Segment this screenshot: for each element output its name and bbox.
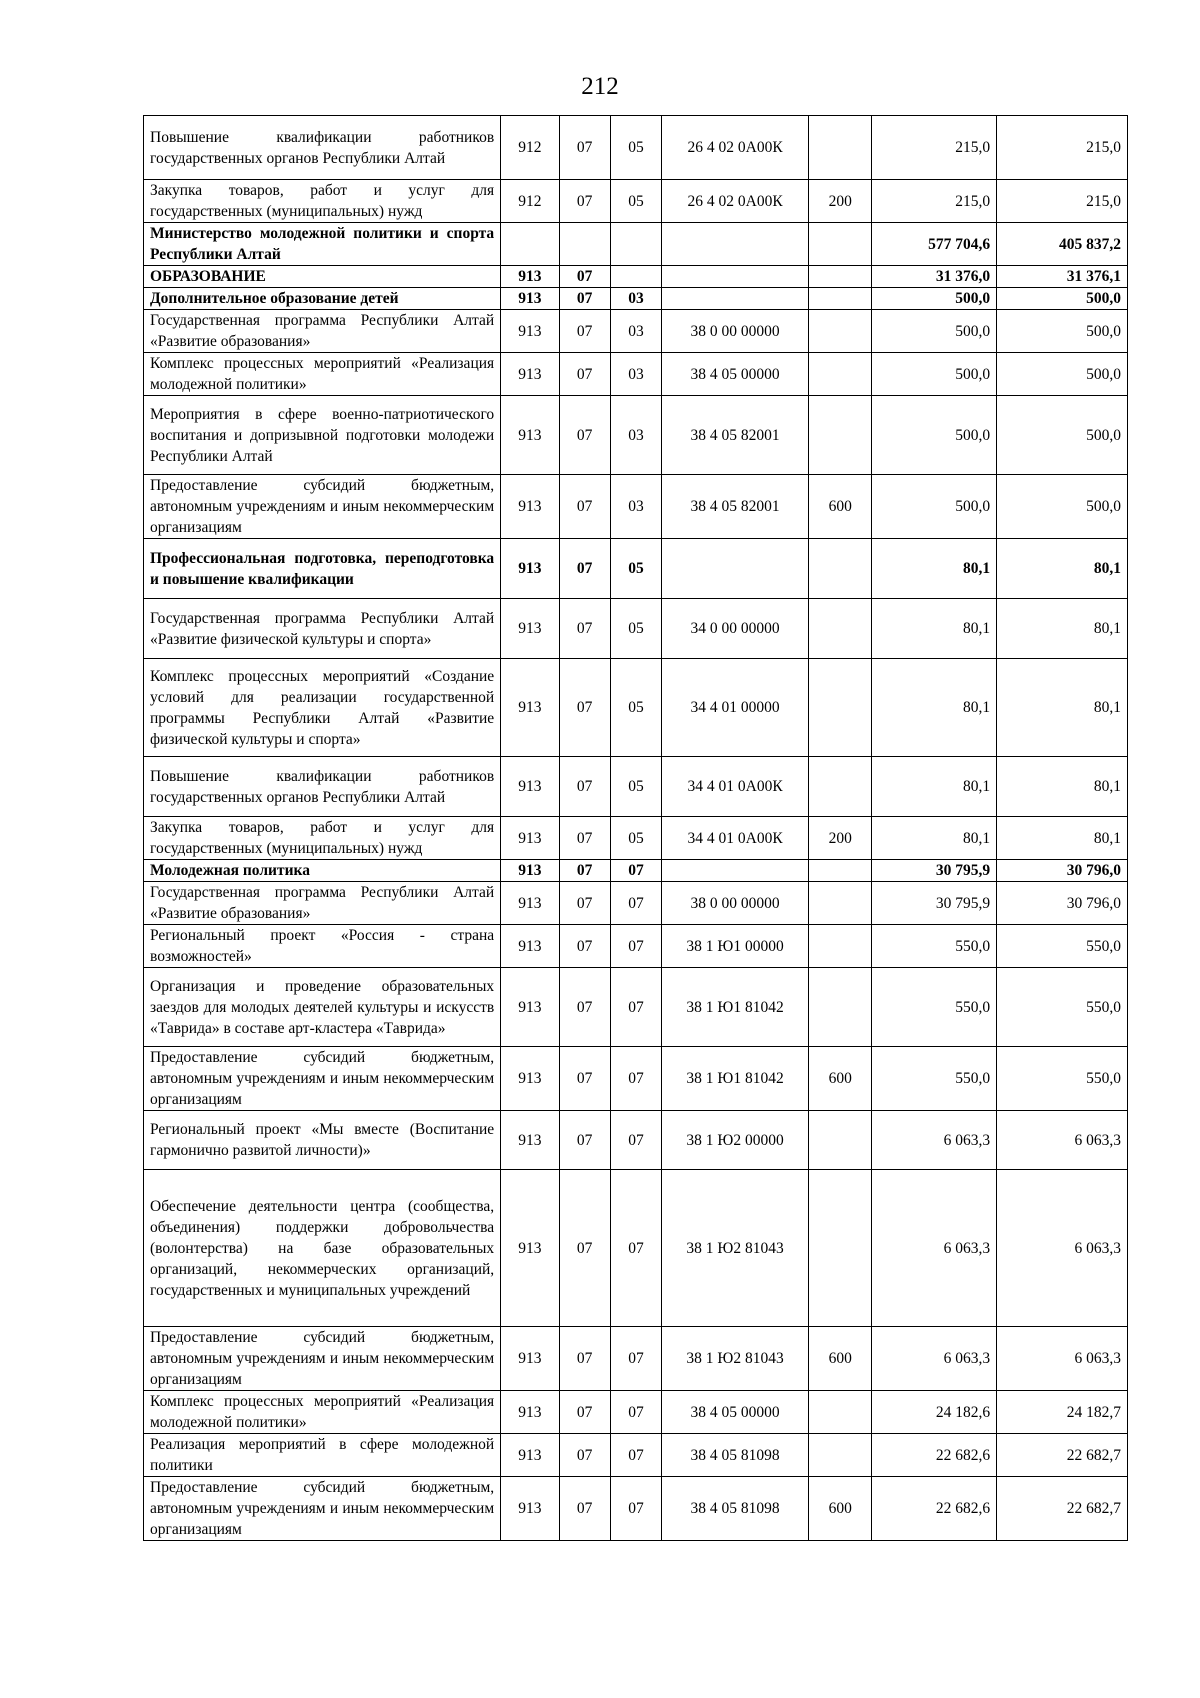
- table-row: [144, 882, 1128, 925]
- row-target-article: [662, 860, 809, 882]
- row-section-code: 07: [559, 475, 610, 539]
- row-section-code: 07: [559, 1434, 610, 1477]
- row-amount-year-2: 31 376,1: [997, 266, 1128, 288]
- row-target-article: 34 4 01 0А00К: [662, 817, 809, 860]
- row-name: Молодежная политика: [144, 860, 501, 882]
- table-row: [144, 1391, 1128, 1434]
- budget-table-body: [144, 116, 1128, 1541]
- row-subsection-code: 07: [610, 1391, 661, 1434]
- row-amount-year-1: 22 682,6: [872, 1434, 997, 1477]
- row-amount-year-1: 577 704,6: [872, 223, 997, 266]
- row-amount-year-2: 24 182,7: [997, 1391, 1128, 1434]
- row-amount-year-2: 6 063,3: [997, 1327, 1128, 1391]
- row-name: Закупка товаров, работ и услуг для государственных (муниципальных) нужд: [144, 180, 501, 223]
- table-row: [144, 396, 1128, 475]
- row-subsection-code: 05: [610, 116, 661, 180]
- row-subsection-code: 07: [610, 882, 661, 925]
- table-row: [144, 1434, 1128, 1477]
- row-amount-year-2: 215,0: [997, 180, 1128, 223]
- row-ministry-code: 912: [501, 116, 559, 180]
- row-expense-type: 600: [809, 1047, 872, 1111]
- row-name: Комплекс процессных мероприятий «Создание условий для реализации государственной программы Республики Алтай «Развитие физической культуры и спорта»: [144, 659, 501, 757]
- row-ministry-code: 913: [501, 925, 559, 968]
- row-ministry-code: 913: [501, 1327, 559, 1391]
- row-amount-year-1: 500,0: [872, 310, 997, 353]
- row-ministry-code: 913: [501, 882, 559, 925]
- table-row: [144, 757, 1128, 817]
- row-amount-year-1: 500,0: [872, 288, 997, 310]
- row-target-article: 38 1 Ю2 81043: [662, 1170, 809, 1327]
- row-ministry-code: [501, 223, 559, 266]
- row-ministry-code: 912: [501, 180, 559, 223]
- row-target-article: 38 1 Ю2 81043: [662, 1327, 809, 1391]
- row-name: Предоставление субсидий бюджетным, автономным учреждениям и иным некоммерческим организациям: [144, 475, 501, 539]
- row-amount-year-2: 80,1: [997, 599, 1128, 659]
- table-row: [144, 539, 1128, 599]
- row-ministry-code: 913: [501, 475, 559, 539]
- row-subsection-code: 07: [610, 1477, 661, 1541]
- row-amount-year-1: 215,0: [872, 180, 997, 223]
- row-amount-year-1: 6 063,3: [872, 1170, 997, 1327]
- row-subsection-code: 03: [610, 475, 661, 539]
- row-amount-year-1: 24 182,6: [872, 1391, 997, 1434]
- row-expense-type: 600: [809, 1327, 872, 1391]
- row-name: Государственная программа Республики Алтай «Развитие физической культуры и спорта»: [144, 599, 501, 659]
- table-row: [144, 266, 1128, 288]
- row-target-article: 38 0 00 00000: [662, 310, 809, 353]
- row-ministry-code: 913: [501, 1170, 559, 1327]
- row-subsection-code: 05: [610, 599, 661, 659]
- row-name: Комплекс процессных мероприятий «Реализация молодежной политики»: [144, 353, 501, 396]
- row-section-code: 07: [559, 1391, 610, 1434]
- row-name: Государственная программа Республики Алтай «Развитие образования»: [144, 310, 501, 353]
- row-ministry-code: 913: [501, 659, 559, 757]
- row-ministry-code: 913: [501, 288, 559, 310]
- row-ministry-code: 913: [501, 1434, 559, 1477]
- table-row: [144, 925, 1128, 968]
- table-row: [144, 288, 1128, 310]
- row-amount-year-2: 80,1: [997, 539, 1128, 599]
- row-expense-type: [809, 539, 872, 599]
- row-target-article: [662, 223, 809, 266]
- table-row: [144, 817, 1128, 860]
- row-section-code: 07: [559, 116, 610, 180]
- row-expense-type: [809, 659, 872, 757]
- row-expense-type: [809, 353, 872, 396]
- row-name: Профессиональная подготовка, переподготовка и повышение квалификации: [144, 539, 501, 599]
- row-ministry-code: 913: [501, 1111, 559, 1170]
- row-subsection-code: 07: [610, 1434, 661, 1477]
- row-section-code: 07: [559, 860, 610, 882]
- row-section-code: 07: [559, 817, 610, 860]
- row-amount-year-2: 405 837,2: [997, 223, 1128, 266]
- row-section-code: 07: [559, 757, 610, 817]
- row-expense-type: [809, 860, 872, 882]
- row-subsection-code: 07: [610, 925, 661, 968]
- row-amount-year-2: 30 796,0: [997, 860, 1128, 882]
- row-target-article: 26 4 02 0А00К: [662, 180, 809, 223]
- row-expense-type: [809, 266, 872, 288]
- row-amount-year-2: 500,0: [997, 310, 1128, 353]
- row-subsection-code: 03: [610, 396, 661, 475]
- row-ministry-code: 913: [501, 860, 559, 882]
- row-amount-year-1: 550,0: [872, 925, 997, 968]
- row-section-code: [559, 223, 610, 266]
- table-row: [144, 223, 1128, 266]
- row-amount-year-1: 30 795,9: [872, 860, 997, 882]
- row-target-article: 38 1 Ю1 81042: [662, 968, 809, 1047]
- row-amount-year-1: 550,0: [872, 968, 997, 1047]
- row-section-code: 07: [559, 266, 610, 288]
- row-ministry-code: 913: [501, 1477, 559, 1541]
- row-subsection-code: 07: [610, 968, 661, 1047]
- row-amount-year-1: 500,0: [872, 475, 997, 539]
- table-row: [144, 1111, 1128, 1170]
- table-row: [144, 1170, 1128, 1327]
- row-subsection-code: 07: [610, 860, 661, 882]
- row-expense-type: 600: [809, 475, 872, 539]
- row-section-code: 07: [559, 1477, 610, 1541]
- row-subsection-code: 07: [610, 1170, 661, 1327]
- row-amount-year-1: 6 063,3: [872, 1327, 997, 1391]
- row-amount-year-1: 500,0: [872, 396, 997, 475]
- table-row: [144, 310, 1128, 353]
- row-expense-type: [809, 968, 872, 1047]
- row-name: Мероприятия в сфере военно-патриотического воспитания и допризывной подготовки молодежи Республики Алтай: [144, 396, 501, 475]
- row-ministry-code: 913: [501, 1391, 559, 1434]
- row-subsection-code: 05: [610, 539, 661, 599]
- row-amount-year-1: 550,0: [872, 1047, 997, 1111]
- row-amount-year-2: 80,1: [997, 817, 1128, 860]
- row-amount-year-2: 80,1: [997, 659, 1128, 757]
- row-name: Обеспечение деятельности центра (сообщества, объединения) поддержки добровольчества (волонтерства) на базе образовательных организаций, некоммерческих организаций, государственных и муниципальных учреждений: [144, 1170, 501, 1327]
- table-row: [144, 659, 1128, 757]
- row-target-article: 38 4 05 81098: [662, 1434, 809, 1477]
- row-subsection-code: 07: [610, 1327, 661, 1391]
- table-row: [144, 116, 1128, 180]
- row-expense-type: 600: [809, 1477, 872, 1541]
- row-amount-year-2: 22 682,7: [997, 1434, 1128, 1477]
- row-target-article: 34 4 01 0А00К: [662, 757, 809, 817]
- row-ministry-code: 913: [501, 266, 559, 288]
- row-name: Региональный проект «Россия - страна возможностей»: [144, 925, 501, 968]
- row-amount-year-1: 31 376,0: [872, 266, 997, 288]
- row-section-code: 07: [559, 882, 610, 925]
- row-ministry-code: 913: [501, 599, 559, 659]
- row-amount-year-1: 80,1: [872, 817, 997, 860]
- row-name: Закупка товаров, работ и услуг для государственных (муниципальных) нужд: [144, 817, 501, 860]
- row-subsection-code: 03: [610, 353, 661, 396]
- row-expense-type: [809, 288, 872, 310]
- row-amount-year-1: 22 682,6: [872, 1477, 997, 1541]
- table-row: [144, 180, 1128, 223]
- row-target-article: 38 4 05 00000: [662, 353, 809, 396]
- row-expense-type: [809, 116, 872, 180]
- row-amount-year-2: 500,0: [997, 396, 1128, 475]
- row-expense-type: [809, 599, 872, 659]
- page-number: 212: [581, 73, 619, 100]
- row-expense-type: [809, 223, 872, 266]
- row-expense-type: [809, 1391, 872, 1434]
- row-section-code: 07: [559, 1327, 610, 1391]
- row-expense-type: 200: [809, 817, 872, 860]
- budget-table: [143, 115, 1128, 1541]
- row-amount-year-1: 80,1: [872, 659, 997, 757]
- row-target-article: 34 0 00 00000: [662, 599, 809, 659]
- row-expense-type: [809, 757, 872, 817]
- row-expense-type: [809, 1111, 872, 1170]
- row-amount-year-1: 80,1: [872, 757, 997, 817]
- row-expense-type: [809, 1170, 872, 1327]
- table-row: [144, 1327, 1128, 1391]
- row-subsection-code: 05: [610, 180, 661, 223]
- row-name: Предоставление субсидий бюджетным, автономным учреждениям и иным некоммерческим организациям: [144, 1327, 501, 1391]
- row-section-code: 07: [559, 925, 610, 968]
- row-subsection-code: 05: [610, 659, 661, 757]
- row-expense-type: 200: [809, 180, 872, 223]
- row-amount-year-1: 6 063,3: [872, 1111, 997, 1170]
- row-expense-type: [809, 882, 872, 925]
- row-subsection-code: [610, 266, 661, 288]
- row-expense-type: [809, 925, 872, 968]
- row-section-code: 07: [559, 599, 610, 659]
- table-row: [144, 475, 1128, 539]
- row-subsection-code: 07: [610, 1047, 661, 1111]
- row-section-code: 07: [559, 1170, 610, 1327]
- row-ministry-code: 913: [501, 757, 559, 817]
- row-amount-year-2: 550,0: [997, 925, 1128, 968]
- row-subsection-code: 05: [610, 817, 661, 860]
- row-target-article: 38 4 05 00000: [662, 1391, 809, 1434]
- row-amount-year-2: 550,0: [997, 1047, 1128, 1111]
- table-row: [144, 968, 1128, 1047]
- row-name: Повышение квалификации работников государственных органов Республики Алтай: [144, 757, 501, 817]
- row-amount-year-1: 215,0: [872, 116, 997, 180]
- row-name: Организация и проведение образовательных заездов для молодых деятелей культуры и искусств «Таврида» в составе арт-кластера «Таврида»: [144, 968, 501, 1047]
- row-name: Предоставление субсидий бюджетным, автономным учреждениям и иным некоммерческим организациям: [144, 1477, 501, 1541]
- table-row: [144, 860, 1128, 882]
- row-target-article: 38 4 05 82001: [662, 475, 809, 539]
- table-row: [144, 1047, 1128, 1111]
- row-section-code: 07: [559, 1047, 610, 1111]
- row-subsection-code: 03: [610, 310, 661, 353]
- row-ministry-code: 913: [501, 817, 559, 860]
- row-expense-type: [809, 1434, 872, 1477]
- row-target-article: [662, 539, 809, 599]
- row-section-code: 07: [559, 539, 610, 599]
- row-target-article: [662, 288, 809, 310]
- row-amount-year-2: 550,0: [997, 968, 1128, 1047]
- row-amount-year-1: 500,0: [872, 353, 997, 396]
- table-row: [144, 353, 1128, 396]
- row-expense-type: [809, 396, 872, 475]
- row-ministry-code: 913: [501, 1047, 559, 1111]
- row-section-code: 07: [559, 353, 610, 396]
- row-ministry-code: 913: [501, 396, 559, 475]
- row-amount-year-2: 6 063,3: [997, 1170, 1128, 1327]
- row-name: Реализация мероприятий в сфере молодежной политики: [144, 1434, 501, 1477]
- row-section-code: 07: [559, 310, 610, 353]
- row-target-article: 34 4 01 00000: [662, 659, 809, 757]
- row-name: Региональный проект «Мы вместе (Воспитание гармонично развитой личности)»: [144, 1111, 501, 1170]
- row-target-article: 38 4 05 81098: [662, 1477, 809, 1541]
- row-amount-year-1: 80,1: [872, 539, 997, 599]
- row-target-article: [662, 266, 809, 288]
- row-amount-year-2: 80,1: [997, 757, 1128, 817]
- row-subsection-code: [610, 223, 661, 266]
- row-target-article: 38 4 05 82001: [662, 396, 809, 475]
- row-ministry-code: 913: [501, 968, 559, 1047]
- row-section-code: 07: [559, 288, 610, 310]
- row-name: Предоставление субсидий бюджетным, автономным учреждениям и иным некоммерческим организациям: [144, 1047, 501, 1111]
- row-amount-year-1: 30 795,9: [872, 882, 997, 925]
- row-amount-year-2: 6 063,3: [997, 1111, 1128, 1170]
- row-name: ОБРАЗОВАНИЕ: [144, 266, 501, 288]
- row-amount-year-1: 80,1: [872, 599, 997, 659]
- row-name: Государственная программа Республики Алтай «Развитие образования»: [144, 882, 501, 925]
- row-amount-year-2: 22 682,7: [997, 1477, 1128, 1541]
- row-amount-year-2: 500,0: [997, 353, 1128, 396]
- row-amount-year-2: 500,0: [997, 475, 1128, 539]
- row-name: Повышение квалификации работников государственных органов Республики Алтай: [144, 116, 501, 180]
- row-target-article: 26 4 02 0А00К: [662, 116, 809, 180]
- row-section-code: 07: [559, 659, 610, 757]
- row-subsection-code: 07: [610, 1111, 661, 1170]
- row-expense-type: [809, 310, 872, 353]
- table-row: [144, 599, 1128, 659]
- row-section-code: 07: [559, 1111, 610, 1170]
- row-ministry-code: 913: [501, 539, 559, 599]
- row-target-article: 38 1 Ю1 81042: [662, 1047, 809, 1111]
- row-ministry-code: 913: [501, 353, 559, 396]
- row-ministry-code: 913: [501, 310, 559, 353]
- row-subsection-code: 05: [610, 757, 661, 817]
- table-row: [144, 1477, 1128, 1541]
- row-target-article: 38 1 Ю1 00000: [662, 925, 809, 968]
- row-target-article: 38 0 00 00000: [662, 882, 809, 925]
- row-amount-year-2: 215,0: [997, 116, 1128, 180]
- row-section-code: 07: [559, 396, 610, 475]
- row-amount-year-2: 30 796,0: [997, 882, 1128, 925]
- row-section-code: 07: [559, 968, 610, 1047]
- row-name: Комплекс процессных мероприятий «Реализация молодежной политики»: [144, 1391, 501, 1434]
- row-subsection-code: 03: [610, 288, 661, 310]
- row-amount-year-2: 500,0: [997, 288, 1128, 310]
- row-name: Министерство молодежной политики и спорта Республики Алтай: [144, 223, 501, 266]
- row-section-code: 07: [559, 180, 610, 223]
- row-name: Дополнительное образование детей: [144, 288, 501, 310]
- row-target-article: 38 1 Ю2 00000: [662, 1111, 809, 1170]
